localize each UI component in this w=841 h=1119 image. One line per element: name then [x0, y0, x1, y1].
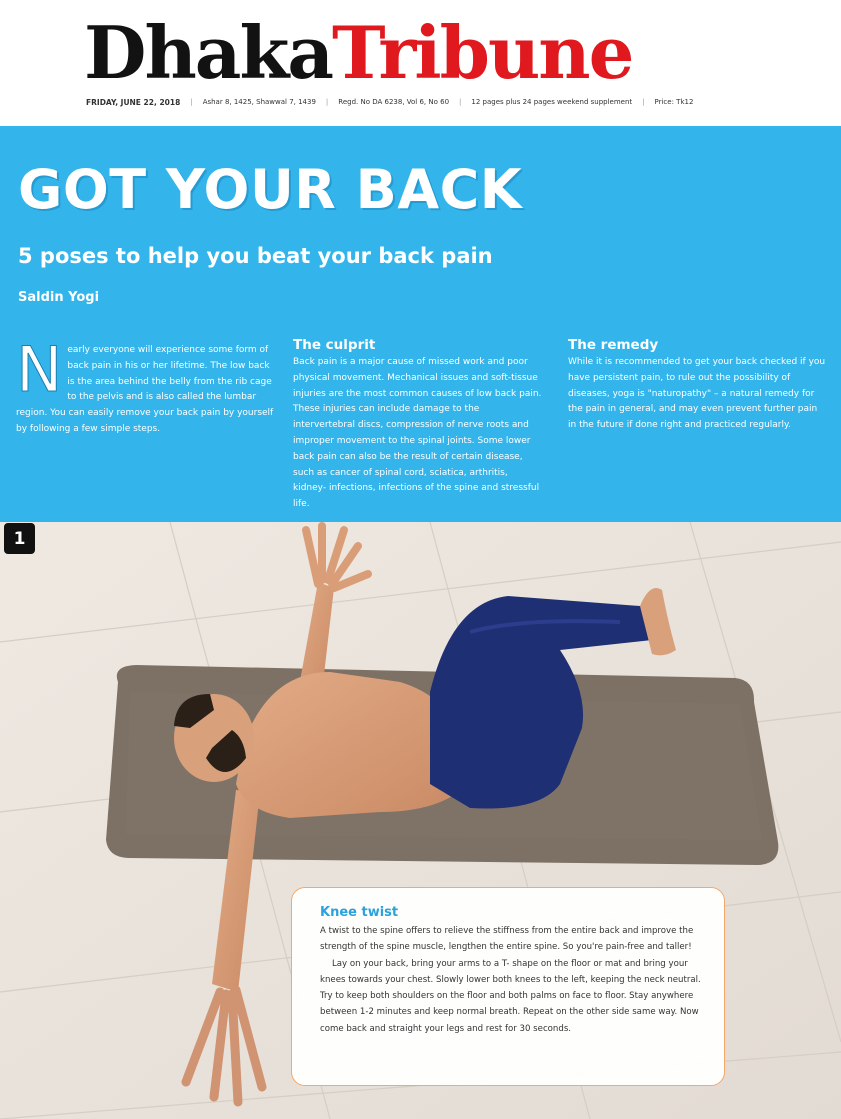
bangla-hijri-date: Ashar 8, 1425, Shawwal 7, 1439: [202, 98, 316, 106]
remedy-column: [568, 336, 826, 434]
intro-text: early everyone will experience some form of back pain in his or her lifetime. The low back is the area behind the belly from the rib cage to the pelvis and is also called the lumbar region. You can easily remove your back pain by yourself by following a few simple steps.: [16, 345, 274, 434]
dateline: [86, 95, 746, 109]
culprit-column: [293, 336, 543, 513]
remedy-heading: The remedy: [568, 337, 659, 353]
issue-price: Price: Tk12: [654, 98, 694, 106]
dateline-separator: |: [642, 98, 645, 106]
culprit-heading: The culprit: [293, 337, 376, 353]
dateline-separator: |: [325, 98, 329, 106]
newspaper-logo[interactable]: [84, 10, 633, 95]
pose-info-box: [291, 887, 725, 1086]
masthead: [0, 0, 841, 126]
pose-number-badge: 1: [4, 523, 35, 554]
article-byline: Saldin Yogi: [18, 290, 100, 305]
logo-tribune: Tribune: [331, 10, 633, 95]
article-subheadline: 5 poses to help you beat your back pain: [18, 244, 493, 268]
remedy-text: While it is recommended to get your back checked if you have persistent pain, to rule out the possibility of diseases, yoga is "naturopathy" – a natural remedy for the pain in general, and may even prevent further pain in the future if done right and practiced regularly.: [568, 357, 826, 431]
intro-column: [16, 333, 274, 438]
pose-title: Knee twist: [320, 905, 399, 920]
page-count: 12 pages plus 24 pages weekend supplement: [471, 98, 633, 106]
article-headline: GOT YOUR BACK: [18, 158, 523, 221]
pose-instructions: Lay on your back, bring your arms to a T- shape on the floor or mat and bring your knees towards your chest. Slowly lower both knees to the left, keeping the neck neutral. Try to keep both shoulders on the floor and both palms on face to floor. Stay anywhere between 1-2 minutes and keep normal breath. Repeat on the other side same way. Now come back and straight your legs and rest for 30 seconds.: [320, 958, 701, 1034]
dateline-separator: |: [459, 98, 462, 106]
issue-date: FRIDAY, JUNE 22, 2018: [86, 97, 181, 107]
dateline-separator: |: [190, 98, 193, 106]
registration-number: Regd. No DA 6238, Vol 6, No 60: [338, 98, 450, 106]
drop-cap: N: [16, 333, 63, 406]
intro-paragraph: [16, 333, 274, 438]
logo-dhaka: Dhaka: [84, 10, 332, 95]
pose-description: A twist to the spine offers to relieve the stiffness from the entire back and improve the strength of the spine muscle, lengthen the entire spine. So you're pain-free and taller!: [320, 926, 694, 953]
culprit-text: Back pain is a major cause of missed work and poor physical movement. Mechanical issues and soft-tissue injuries are the most common causes of low back pain. These injuries can include damage to the intervertebral discs, compression of nerve roots and improper movement to the spinal joints. Some lower back pain can also be the result of certain disease, such as cancer of spinal cord, sciatica, arthritis, kidney- infections, infections of the spine and stressful life.: [293, 357, 542, 510]
